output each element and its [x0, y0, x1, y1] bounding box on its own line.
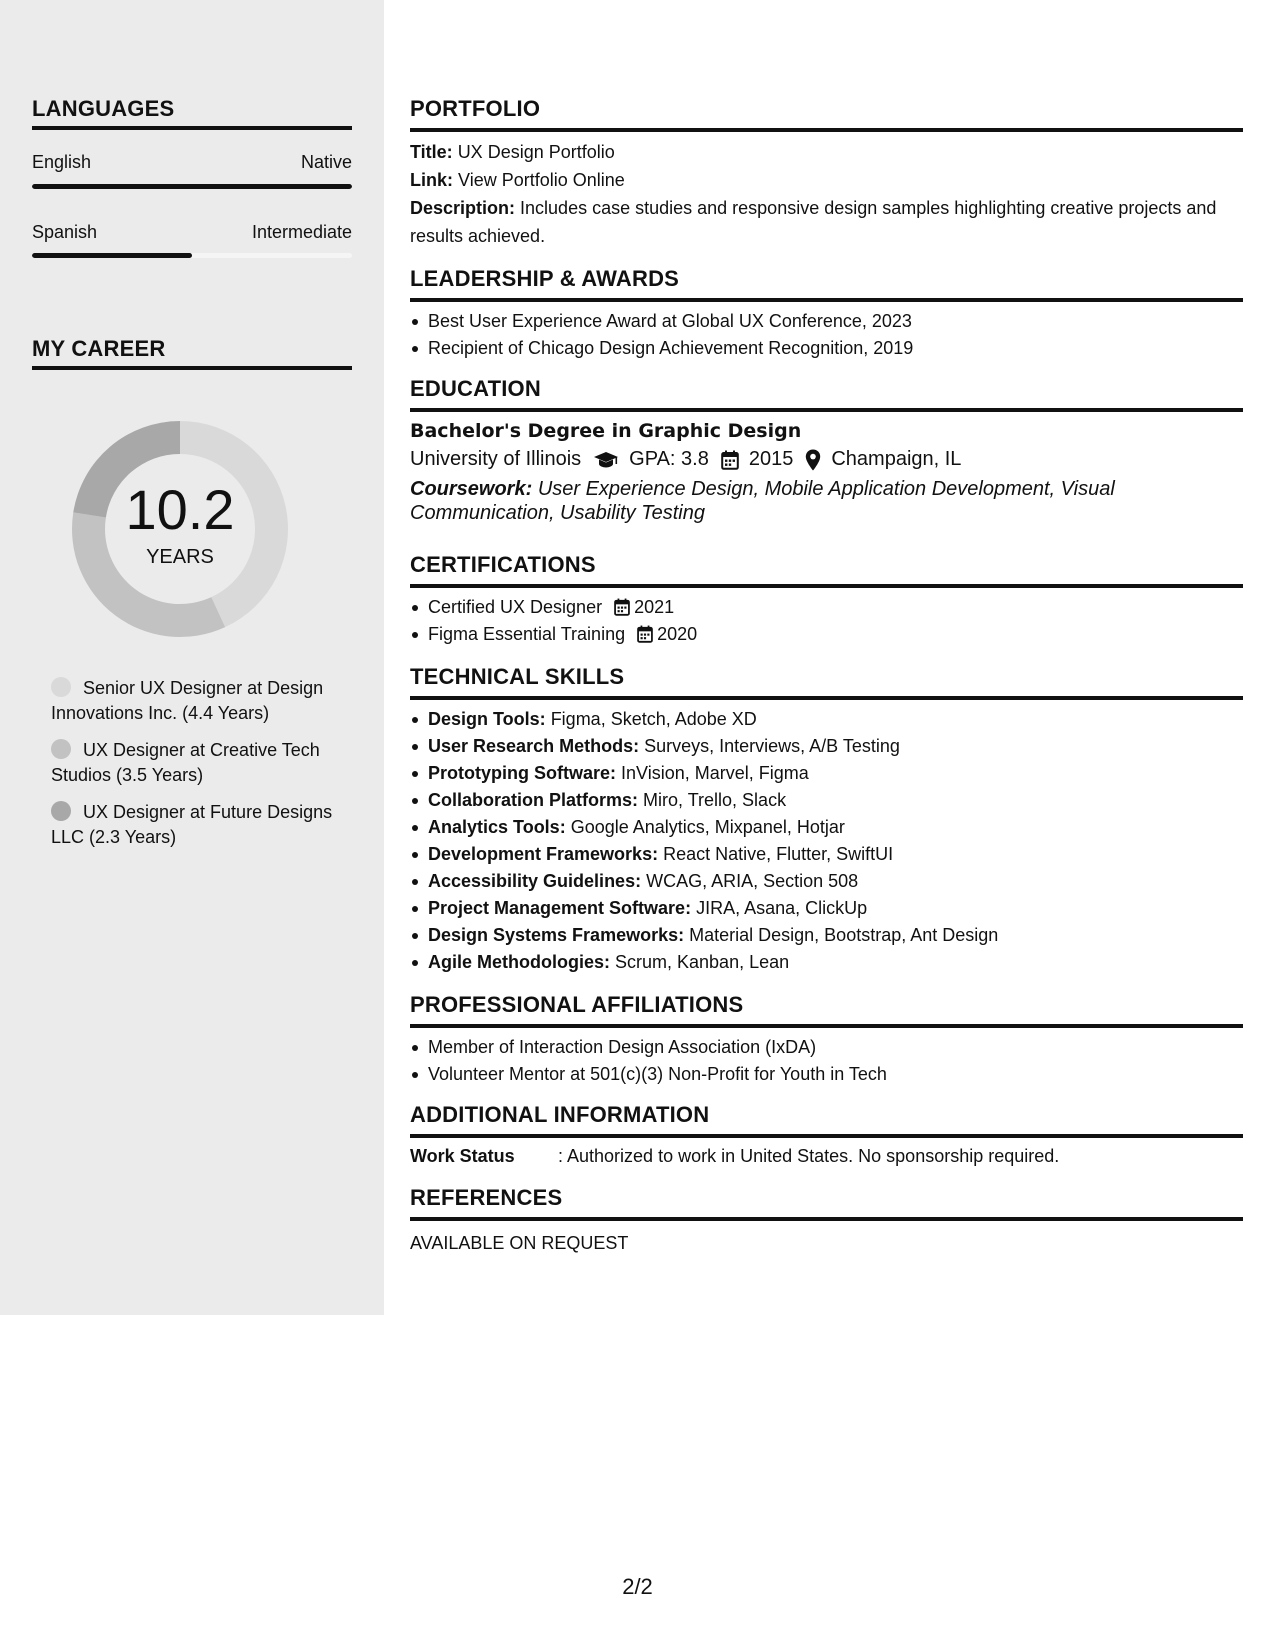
career-legend-item: [51, 676, 341, 726]
career-total-unit: YEARS: [146, 545, 214, 568]
cert-name: Figma Essential Training: [428, 624, 626, 644]
portfolio-link-line: [410, 166, 1243, 194]
skills-list: [410, 706, 1243, 976]
career-legend-item: [51, 738, 341, 788]
career-donut-chart: [66, 415, 294, 643]
education-year: 2015: [748, 448, 794, 470]
affiliations-section: [410, 992, 1243, 1088]
skill-value: Surveys, Interviews, A/B Testing: [644, 736, 900, 756]
skill-value: Figma, Sketch, Adobe XD: [550, 709, 757, 729]
education-location: Champaign, IL: [831, 448, 962, 470]
language-row-spanish: [32, 222, 352, 243]
leadership-section: [410, 266, 1243, 362]
skill-key: Development Frameworks:: [428, 844, 659, 864]
portfolio-section: [410, 96, 1243, 250]
language-bar-spanish: [32, 253, 352, 258]
list-item: [410, 594, 1243, 621]
list-item: [410, 787, 1243, 814]
language-bar-english: [32, 184, 352, 189]
list-item: [410, 949, 1243, 976]
graduation-cap-icon: [593, 451, 619, 469]
page-number: 2/2: [622, 1574, 653, 1599]
skill-value: WCAG, ARIA, Section 508: [646, 871, 859, 891]
skill-key: Design Systems Frameworks:: [428, 925, 685, 945]
education-school: University of Illinois: [410, 448, 582, 470]
language-level: Native: [300, 152, 352, 172]
portfolio-title: PORTFOLIO: [410, 96, 541, 121]
calendar-icon: [614, 598, 630, 616]
list-item: [410, 706, 1243, 733]
skill-value: Miro, Trello, Slack: [643, 790, 787, 810]
list-item: [410, 621, 1243, 648]
cert-name: Certified UX Designer: [428, 597, 603, 617]
career-legend-item: [51, 800, 341, 850]
language-bar-fill: [32, 253, 192, 258]
references-section: [410, 1185, 1243, 1257]
education-title: EDUCATION: [410, 376, 541, 401]
education-degree: Bachelor's Degree in Graphic Design: [410, 420, 802, 442]
list-item: [410, 841, 1243, 868]
additional-rule: [410, 1134, 1243, 1138]
legend-dot-icon: [51, 801, 71, 821]
list-item: Best User Experience Award at Global UX Conference, 2023: [410, 308, 1243, 335]
career-legend: [51, 676, 341, 862]
portfolio-link[interactable]: View Portfolio Online: [458, 170, 625, 190]
skill-key: Design Tools:: [428, 709, 546, 729]
certifications-section: [410, 552, 1243, 648]
languages-rule: [32, 126, 352, 130]
career-total-years: 10.2: [125, 477, 235, 541]
list-item: [410, 868, 1243, 895]
language-level: Intermediate: [251, 222, 352, 242]
skills-section: [410, 664, 1243, 976]
language-bar-fill: [32, 184, 352, 189]
education-meta: [410, 448, 1243, 471]
certifications-rule: [410, 584, 1243, 588]
language-name: English: [32, 152, 92, 172]
career-rule: [32, 366, 352, 370]
skill-value: JIRA, Asana, ClickUp: [696, 898, 868, 918]
portfolio-title-line: [410, 138, 1243, 166]
list-item: [410, 760, 1243, 787]
additional-section: [410, 1102, 1243, 1167]
portfolio-desc-value: Includes case studies and responsive design samples highlighting creative projects and results achieved.: [410, 198, 1217, 246]
portfolio-desc-key: Description:: [410, 198, 516, 218]
calendar-icon: [637, 625, 653, 643]
sidebar: [0, 0, 384, 1315]
skill-key: Accessibility Guidelines:: [428, 871, 642, 891]
certifications-list: [410, 594, 1243, 648]
portfolio-rule: [410, 128, 1243, 132]
portfolio-title-value: UX Design Portfolio: [457, 142, 615, 162]
skill-key: Analytics Tools:: [428, 817, 566, 837]
skills-title: TECHNICAL SKILLS: [410, 664, 625, 689]
calendar-icon: [721, 450, 739, 470]
cert-year: 2020: [657, 624, 698, 644]
legend-dot-icon: [51, 677, 71, 697]
list-item: [410, 814, 1243, 841]
career-title: MY CAREER: [32, 336, 166, 361]
coursework-value: User Experience Design, Mobile Application Development, Visual Communication, Usability Testing: [410, 478, 1115, 524]
skills-rule: [410, 696, 1243, 700]
skill-key: User Research Methods:: [428, 736, 640, 756]
skill-value: Material Design, Bootstrap, Ant Design: [689, 925, 999, 945]
work-status-key: Work Status: [410, 1146, 515, 1166]
list-item: [410, 733, 1243, 760]
career-legend-label: Senior UX Designer at Design Innovations Inc. (4.4 Years): [51, 678, 324, 723]
portfolio-link-key: Link:: [410, 170, 453, 190]
career-legend-label: UX Designer at Creative Tech Studios (3.5 Years): [51, 740, 320, 785]
references-value: AVAILABLE ON REQUEST: [410, 1233, 629, 1253]
references-rule: [410, 1217, 1243, 1221]
skill-value: React Native, Flutter, SwiftUI: [663, 844, 894, 864]
affiliations-rule: [410, 1024, 1243, 1028]
skill-value: InVision, Marvel, Figma: [621, 763, 809, 783]
leadership-rule: [410, 298, 1243, 302]
portfolio-title-key: Title:: [410, 142, 453, 162]
education-coursework: [410, 477, 1243, 525]
additional-title: ADDITIONAL INFORMATION: [410, 1102, 710, 1127]
references-title: REFERENCES: [410, 1185, 563, 1210]
skill-value: Google Analytics, Mixpanel, Hotjar: [570, 817, 845, 837]
leadership-list: [410, 308, 1243, 362]
affiliations-list: [410, 1034, 1243, 1088]
skill-key: Collaboration Platforms:: [428, 790, 639, 810]
education-rule: [410, 408, 1243, 412]
list-item: Volunteer Mentor at 501(c)(3) Non-Profit for Youth in Tech: [410, 1061, 1243, 1088]
work-status-value: : Authorized to work in United States. No sponsorship required.: [558, 1146, 1060, 1166]
leadership-title: LEADERSHIP & AWARDS: [410, 266, 680, 291]
skill-key: Agile Methodologies:: [428, 952, 610, 972]
work-status-row: [410, 1146, 1243, 1167]
skill-key: Prototyping Software:: [428, 763, 616, 783]
career-donut-center: [66, 415, 294, 643]
list-item: Member of Interaction Design Association (IxDA): [410, 1034, 1243, 1061]
education-gpa: GPA: 3.8: [629, 448, 709, 470]
legend-dot-icon: [51, 739, 71, 759]
coursework-key: Coursework:: [410, 478, 533, 500]
list-item: [410, 922, 1243, 949]
skill-key: Project Management Software:: [428, 898, 692, 918]
affiliations-title: PROFESSIONAL AFFILIATIONS: [410, 992, 744, 1017]
skill-value: Scrum, Kanban, Lean: [615, 952, 790, 972]
cert-year: 2021: [634, 597, 675, 617]
language-row-english: [32, 152, 352, 173]
portfolio-description-line: [410, 194, 1243, 250]
education-section: [410, 376, 1243, 525]
languages-title: LANGUAGES: [32, 96, 175, 121]
list-item: [410, 895, 1243, 922]
career-legend-label: UX Designer at Future Designs LLC (2.3 Years): [51, 802, 333, 847]
language-name: Spanish: [32, 222, 98, 242]
certifications-title: CERTIFICATIONS: [410, 552, 596, 577]
map-pin-icon: [805, 449, 821, 471]
list-item: Recipient of Chicago Design Achievement Recognition, 2019: [410, 335, 1243, 362]
